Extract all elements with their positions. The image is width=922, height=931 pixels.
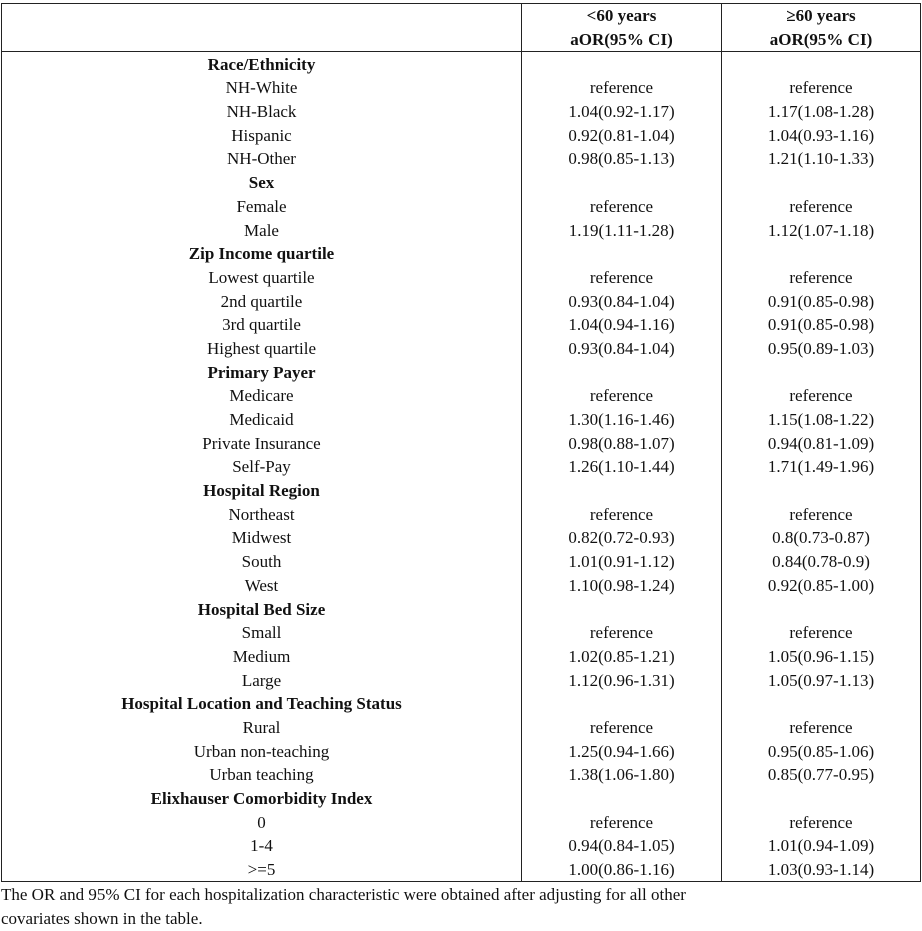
value-60-plus: 1.71(1.49-1.96)	[722, 455, 921, 479]
table-footnote	[1, 883, 901, 930]
value-under-60	[522, 597, 722, 621]
category-row	[2, 171, 921, 195]
value-under-60: 0.98(0.88-1.07)	[522, 431, 722, 455]
category-row	[2, 360, 921, 384]
value-60-plus: 0.91(0.85-0.98)	[722, 313, 921, 337]
row-label: Urban teaching	[2, 763, 522, 787]
row-label: Female	[2, 195, 522, 219]
value-under-60: 0.94(0.84-1.05)	[522, 834, 722, 858]
value-under-60	[522, 171, 722, 195]
value-under-60: reference	[522, 195, 722, 219]
value-under-60: reference	[522, 621, 722, 645]
table-row	[2, 147, 921, 171]
table-row	[2, 739, 921, 763]
category-row	[2, 479, 921, 503]
category-label: Elixhauser Comorbidity Index	[2, 787, 522, 811]
table-row	[2, 834, 921, 858]
category-label: Hospital Location and Teaching Status	[2, 692, 522, 716]
value-60-plus: reference	[722, 195, 921, 219]
value-60-plus	[722, 242, 921, 266]
row-label: Small	[2, 621, 522, 645]
value-60-plus: 1.15(1.08-1.22)	[722, 408, 921, 432]
value-60-plus: 0.91(0.85-0.98)	[722, 289, 921, 313]
row-label: NH-White	[2, 76, 522, 100]
value-under-60: 1.30(1.16-1.46)	[522, 408, 722, 432]
category-row	[2, 52, 921, 76]
table-row	[2, 408, 921, 432]
header-row-age-groups	[2, 4, 921, 28]
value-60-plus: 1.05(0.97-1.13)	[722, 668, 921, 692]
header-blank-cell	[2, 4, 522, 28]
table-row	[2, 431, 921, 455]
value-under-60: 1.00(0.86-1.16)	[522, 858, 722, 882]
category-row	[2, 242, 921, 266]
category-row	[2, 597, 921, 621]
row-label: Self-Pay	[2, 455, 522, 479]
table-row	[2, 337, 921, 361]
table-row	[2, 195, 921, 219]
row-label: NH-Black	[2, 100, 522, 124]
table-row	[2, 858, 921, 882]
value-60-plus: 1.17(1.08-1.28)	[722, 100, 921, 124]
table-row	[2, 668, 921, 692]
table-row	[2, 526, 921, 550]
value-under-60: 1.01(0.91-1.12)	[522, 550, 722, 574]
value-60-plus	[722, 787, 921, 811]
row-label: Male	[2, 218, 522, 242]
category-label: Primary Payer	[2, 360, 522, 384]
row-label: Private Insurance	[2, 431, 522, 455]
row-label: >=5	[2, 858, 522, 882]
value-60-plus: 0.92(0.85-1.00)	[722, 574, 921, 598]
value-60-plus: 1.05(0.96-1.15)	[722, 645, 921, 669]
row-label: 1-4	[2, 834, 522, 858]
value-60-plus: 0.95(0.85-1.06)	[722, 739, 921, 763]
value-under-60: 0.98(0.85-1.13)	[522, 147, 722, 171]
value-under-60: 1.12(0.96-1.31)	[522, 668, 722, 692]
category-label: Zip Income quartile	[2, 242, 522, 266]
odds-ratio-table	[1, 3, 921, 882]
value-60-plus: reference	[722, 621, 921, 645]
table-row	[2, 621, 921, 645]
table-row	[2, 455, 921, 479]
value-under-60	[522, 360, 722, 384]
row-label: West	[2, 574, 522, 598]
header-measure-under-60: aOR(95% CI)	[522, 28, 722, 52]
value-under-60	[522, 787, 722, 811]
table-row	[2, 218, 921, 242]
value-60-plus: reference	[722, 384, 921, 408]
category-row	[2, 787, 921, 811]
value-under-60: 1.25(0.94-1.66)	[522, 739, 722, 763]
row-label: Lowest quartile	[2, 266, 522, 290]
value-60-plus: reference	[722, 266, 921, 290]
value-under-60	[522, 479, 722, 503]
value-under-60	[522, 242, 722, 266]
value-under-60: reference	[522, 810, 722, 834]
category-label: Sex	[2, 171, 522, 195]
category-label: Race/Ethnicity	[2, 52, 522, 76]
value-60-plus: 0.95(0.89-1.03)	[722, 337, 921, 361]
value-under-60: 1.04(0.94-1.16)	[522, 313, 722, 337]
header-row-measures	[2, 28, 921, 52]
value-60-plus	[722, 360, 921, 384]
value-60-plus	[722, 692, 921, 716]
category-label: Hospital Bed Size	[2, 597, 522, 621]
row-label: Midwest	[2, 526, 522, 550]
value-under-60: reference	[522, 716, 722, 740]
value-under-60: reference	[522, 76, 722, 100]
row-label: Rural	[2, 716, 522, 740]
value-60-plus: 1.01(0.94-1.09)	[722, 834, 921, 858]
value-under-60	[522, 52, 722, 76]
table-body	[2, 52, 921, 882]
header-under-60: <60 years	[522, 4, 722, 28]
value-under-60: 0.92(0.81-1.04)	[522, 123, 722, 147]
value-60-plus: 1.12(1.07-1.18)	[722, 218, 921, 242]
value-60-plus: 1.04(0.93-1.16)	[722, 123, 921, 147]
row-label: Northeast	[2, 502, 522, 526]
table-row	[2, 76, 921, 100]
category-row	[2, 692, 921, 716]
value-under-60	[522, 692, 722, 716]
value-60-plus	[722, 52, 921, 76]
value-under-60: 1.26(1.10-1.44)	[522, 455, 722, 479]
value-60-plus: 0.8(0.73-0.87)	[722, 526, 921, 550]
value-under-60: 0.93(0.84-1.04)	[522, 289, 722, 313]
value-under-60: 1.19(1.11-1.28)	[522, 218, 722, 242]
table-row	[2, 384, 921, 408]
value-60-plus: reference	[722, 716, 921, 740]
value-under-60: reference	[522, 502, 722, 526]
value-under-60: reference	[522, 384, 722, 408]
value-60-plus: reference	[722, 810, 921, 834]
row-label: South	[2, 550, 522, 574]
footnote-line-2: covariates shown in the table.	[1, 908, 203, 928]
value-60-plus	[722, 597, 921, 621]
row-label: NH-Other	[2, 147, 522, 171]
row-label: Large	[2, 668, 522, 692]
value-under-60: 0.93(0.84-1.04)	[522, 337, 722, 361]
value-under-60: 0.82(0.72-0.93)	[522, 526, 722, 550]
value-60-plus: 0.94(0.81-1.09)	[722, 431, 921, 455]
value-under-60: reference	[522, 266, 722, 290]
table-row	[2, 289, 921, 313]
header-60-plus: ≥60 years	[722, 4, 921, 28]
value-60-plus: reference	[722, 502, 921, 526]
category-label: Hospital Region	[2, 479, 522, 503]
table-row	[2, 313, 921, 337]
value-under-60: 1.38(1.06-1.80)	[522, 763, 722, 787]
value-under-60: 1.10(0.98-1.24)	[522, 574, 722, 598]
value-60-plus: reference	[722, 76, 921, 100]
value-60-plus: 0.84(0.78-0.9)	[722, 550, 921, 574]
value-60-plus: 0.85(0.77-0.95)	[722, 763, 921, 787]
value-under-60: 1.04(0.92-1.17)	[522, 100, 722, 124]
value-60-plus: 1.21(1.10-1.33)	[722, 147, 921, 171]
row-label: 3rd quartile	[2, 313, 522, 337]
value-60-plus	[722, 171, 921, 195]
table-row	[2, 123, 921, 147]
row-label: Highest quartile	[2, 337, 522, 361]
row-label: Medicare	[2, 384, 522, 408]
table-row	[2, 810, 921, 834]
value-under-60: 1.02(0.85-1.21)	[522, 645, 722, 669]
footnote-line-1: The OR and 95% CI for each hospitalization characteristic were obtained after adjusting for all other	[1, 885, 686, 904]
table-row	[2, 502, 921, 526]
table-row	[2, 550, 921, 574]
header-blank-cell	[2, 28, 522, 52]
table-row	[2, 716, 921, 740]
header-measure-60-plus: aOR(95% CI)	[722, 28, 921, 52]
table-row	[2, 266, 921, 290]
table-row	[2, 645, 921, 669]
row-label: Medium	[2, 645, 522, 669]
row-label: Urban non-teaching	[2, 739, 522, 763]
value-60-plus	[722, 479, 921, 503]
row-label: 0	[2, 810, 522, 834]
value-60-plus: 1.03(0.93-1.14)	[722, 858, 921, 882]
row-label: Medicaid	[2, 408, 522, 432]
row-label: Hispanic	[2, 123, 522, 147]
table-row	[2, 763, 921, 787]
table-row	[2, 574, 921, 598]
row-label: 2nd quartile	[2, 289, 522, 313]
table-row	[2, 100, 921, 124]
